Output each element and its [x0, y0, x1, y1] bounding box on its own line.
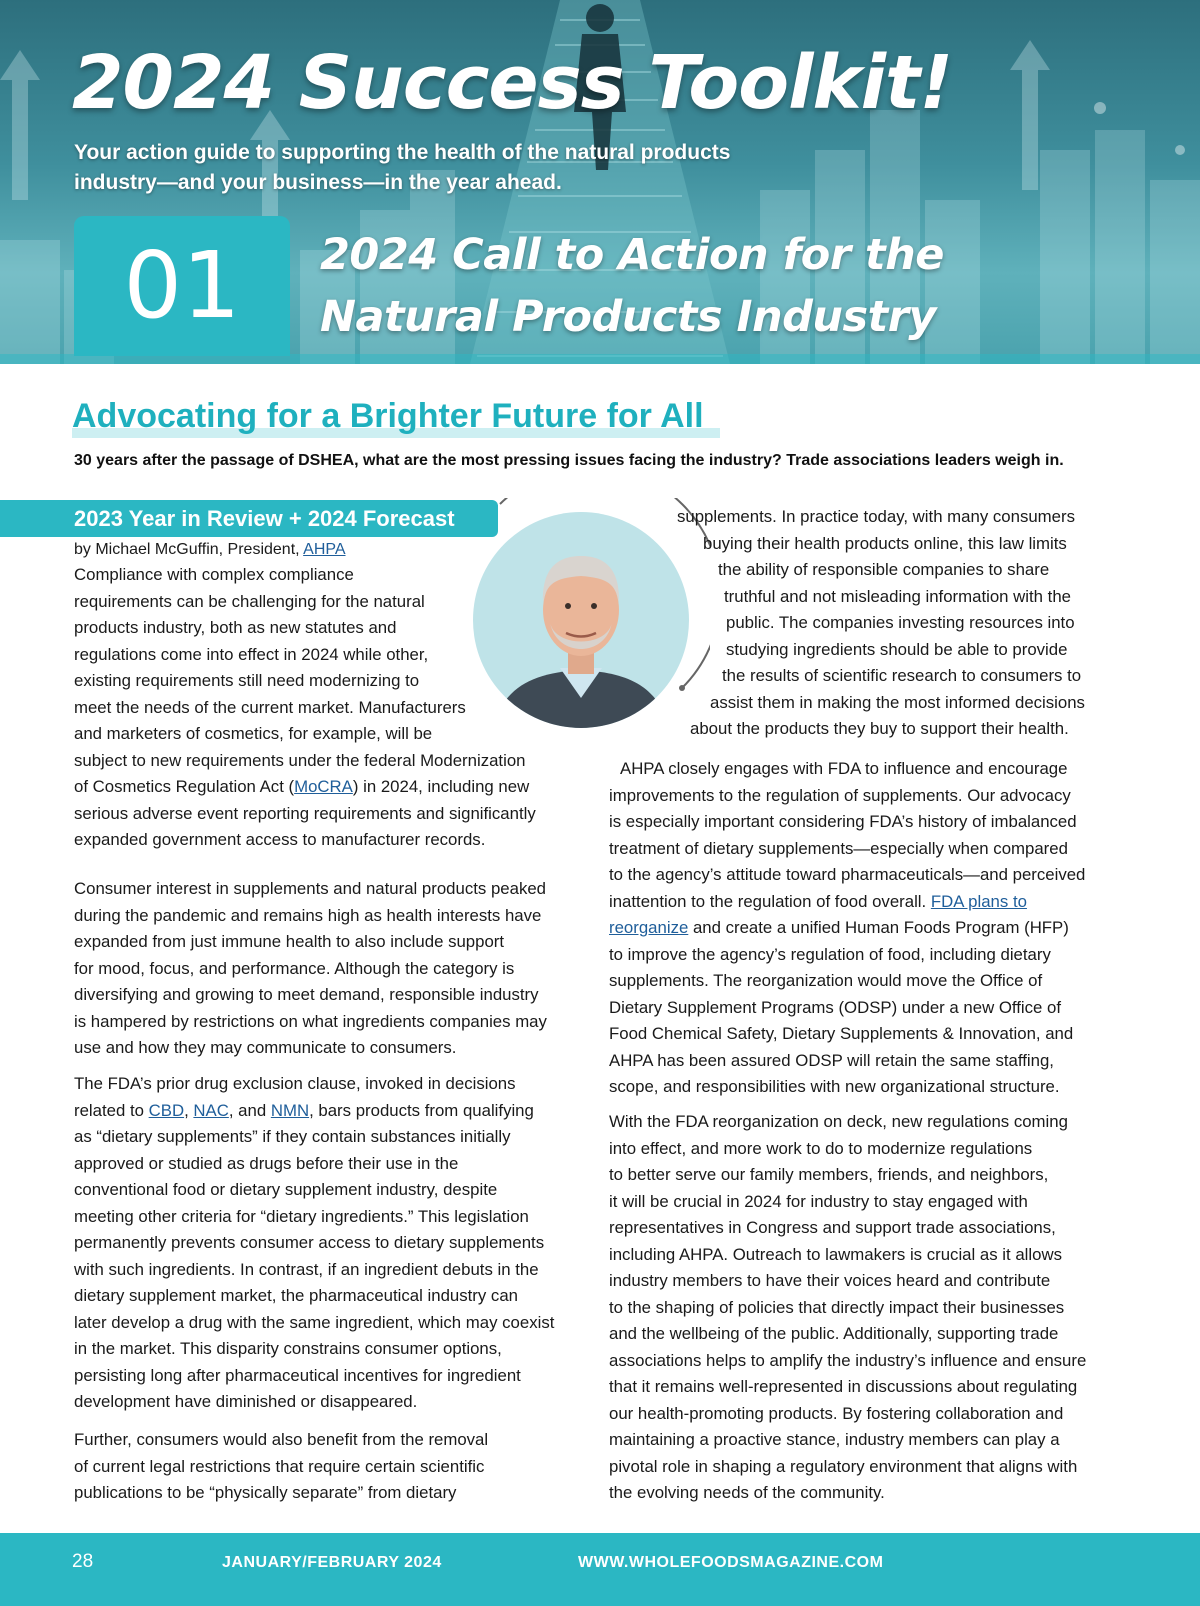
fda-reorganize-link-cont[interactable]: reorganize	[609, 918, 689, 937]
mocra-link[interactable]: MoCRA	[294, 777, 353, 796]
section-number-badge: 01	[74, 216, 290, 356]
toolkit-title: 2024 Success Toolkit!	[72, 40, 953, 126]
col1-paragraph-2: Consumer interest in supplements and natural products peaked during the pandemic and remains high as health interests have expanded from just immune health to also include support for mood, focus, and performance. Although the category is diversifying and growing to meet demand, responsible industry is hampered by restrictions on what ingredients companies may use and how they may communicate to consumers.	[74, 879, 547, 1057]
article-headline: Advocating for a Brighter Future for All	[72, 397, 704, 435]
col2-wrapped-paragraph: supplements. In practice today, with many consumers buying their health products online, this law limits the ability of responsible companies to share truthful and not misleading information with the public. The companies investing resources into studying ingredients should be able to provide the results of scientific research to consumers to assist them in making the most informed decisions about the products they buy to support their health.	[677, 507, 1085, 738]
hero-banner	[0, 0, 1200, 364]
page-footer	[0, 1533, 1200, 1606]
article-deck: 30 years after the passage of DSHEA, what are the most pressing issues facing the industry? Trade associations leaders weigh in.	[74, 452, 1064, 469]
nac-link[interactable]: NAC	[193, 1100, 229, 1120]
col1-paragraph-3: The FDA’s prior drug exclusion clause, invoked in decisions related to CBD, NAC, and NMN, bars products from qualifying as “dietary supplements” if they contain substances initially approved or studied as drugs before their use in the conventional food or dietary supplement industry, despite meeting other criteria for “dietary ingredients.” This legislation permanently prevents consumer access to dietary supplements with such ingredients. In contrast, if an ingredient debuts in the dietary supplement market, the pharmaceutical industry can later develop a drug with the same ingredient, which may coexist in the market. This disparity constrains consumer options, persisting long after pharmaceutical incentives for ingredient development have diminished or disappeared.	[74, 1074, 555, 1411]
nmn-link[interactable]: NMN	[270, 1100, 310, 1120]
section-title-line1: 2024 Call to Action for the	[320, 230, 944, 280]
website-link[interactable]: WWW.WHOLEFOODSMAGAZINE.COM	[578, 1554, 884, 1571]
toolkit-subtitle: Your action guide to supporting the health of the natural products industry—and your business—in the year ahead.	[74, 141, 731, 194]
ahpa-link[interactable]: AHPA	[303, 541, 346, 558]
section-label: 2023 Year in Review + 2024 Forecast	[74, 506, 455, 531]
section-title-line2: Natural Products Industry	[320, 292, 936, 342]
page-number: 28	[72, 1551, 94, 1572]
col2-paragraph-2: AHPA closely engages with FDA to influence and encourage improvements to the regulation of supplements. Our advocacy is especially important considering FDA’s history of imbalanced treatment of dietary supplements—especially when compared to the agency’s attitude toward pharmaceuticals—and perceived inattention to the regulation of food overall. FDA plans to reorganize and create a unified Human Foods Program (HFP) to improve the agency’s regulation of food, including dietary supplements. The reorganization would move the Office of Dietary Supplement Programs (ODSP) under a new Office of Food Chemical Safety, Dietary Supplements & Innovation, and AHPA has been assured ODSP will retain the same staffing, scope, and responsibilities with new organizational structure.	[609, 759, 1086, 1096]
issue-date: JANUARY/FEBRUARY 2024	[222, 1554, 442, 1571]
col1-paragraph-4: Further, consumers would also benefit from the removal of current legal restrictions that require certain scientific publications to be “physically separate” from dietary	[74, 1430, 489, 1502]
cbd-link[interactable]: CBD	[148, 1100, 185, 1120]
col2-paragraph-3: With the FDA reorganization on deck, new regulations coming into effect, and more work to do to modernize regulations to better serve our family members, friends, and neighbors, it will be crucial in 2024 for industry to stay engaged with representatives in Congress and support trade associations, including AHPA. Outreach to lawmakers is crucial as it allows industry members to have their voices heard and contribute to the shaping of policies that directly impact their businesses and the wellbeing of the public. Additionally, supporting trade associations helps to amplify the industry’s influence and ensure that it remains well-represented in discussions about regulating our health-promoting products. By fostering collaboration and maintaining a proactive stance, industry members can play a pivotal role in shaping a regulatory environment that aligns with the evolving needs of the community.	[609, 1112, 1087, 1502]
fda-reorganize-link[interactable]: FDA plans to	[930, 891, 1027, 911]
col1-paragraph-1: Compliance with complex compliance requirements can be challenging for the natural products industry, both as new statutes and regulations come into effect in 2024 while other, existing requirements still need modernizing to meet the needs of the current market. Manufacturers and marketers of cosmetics, for example, will be subject to new requirements under the federal Modernization of Cosmetics Regulation Act (MoCRA) in 2024, including new serious adverse event reporting requirements and significantly expanded government access to manufacturer records.	[74, 565, 536, 849]
section-title	[320, 224, 944, 348]
byline-author: by Michael McGuffin, President,	[74, 541, 304, 558]
